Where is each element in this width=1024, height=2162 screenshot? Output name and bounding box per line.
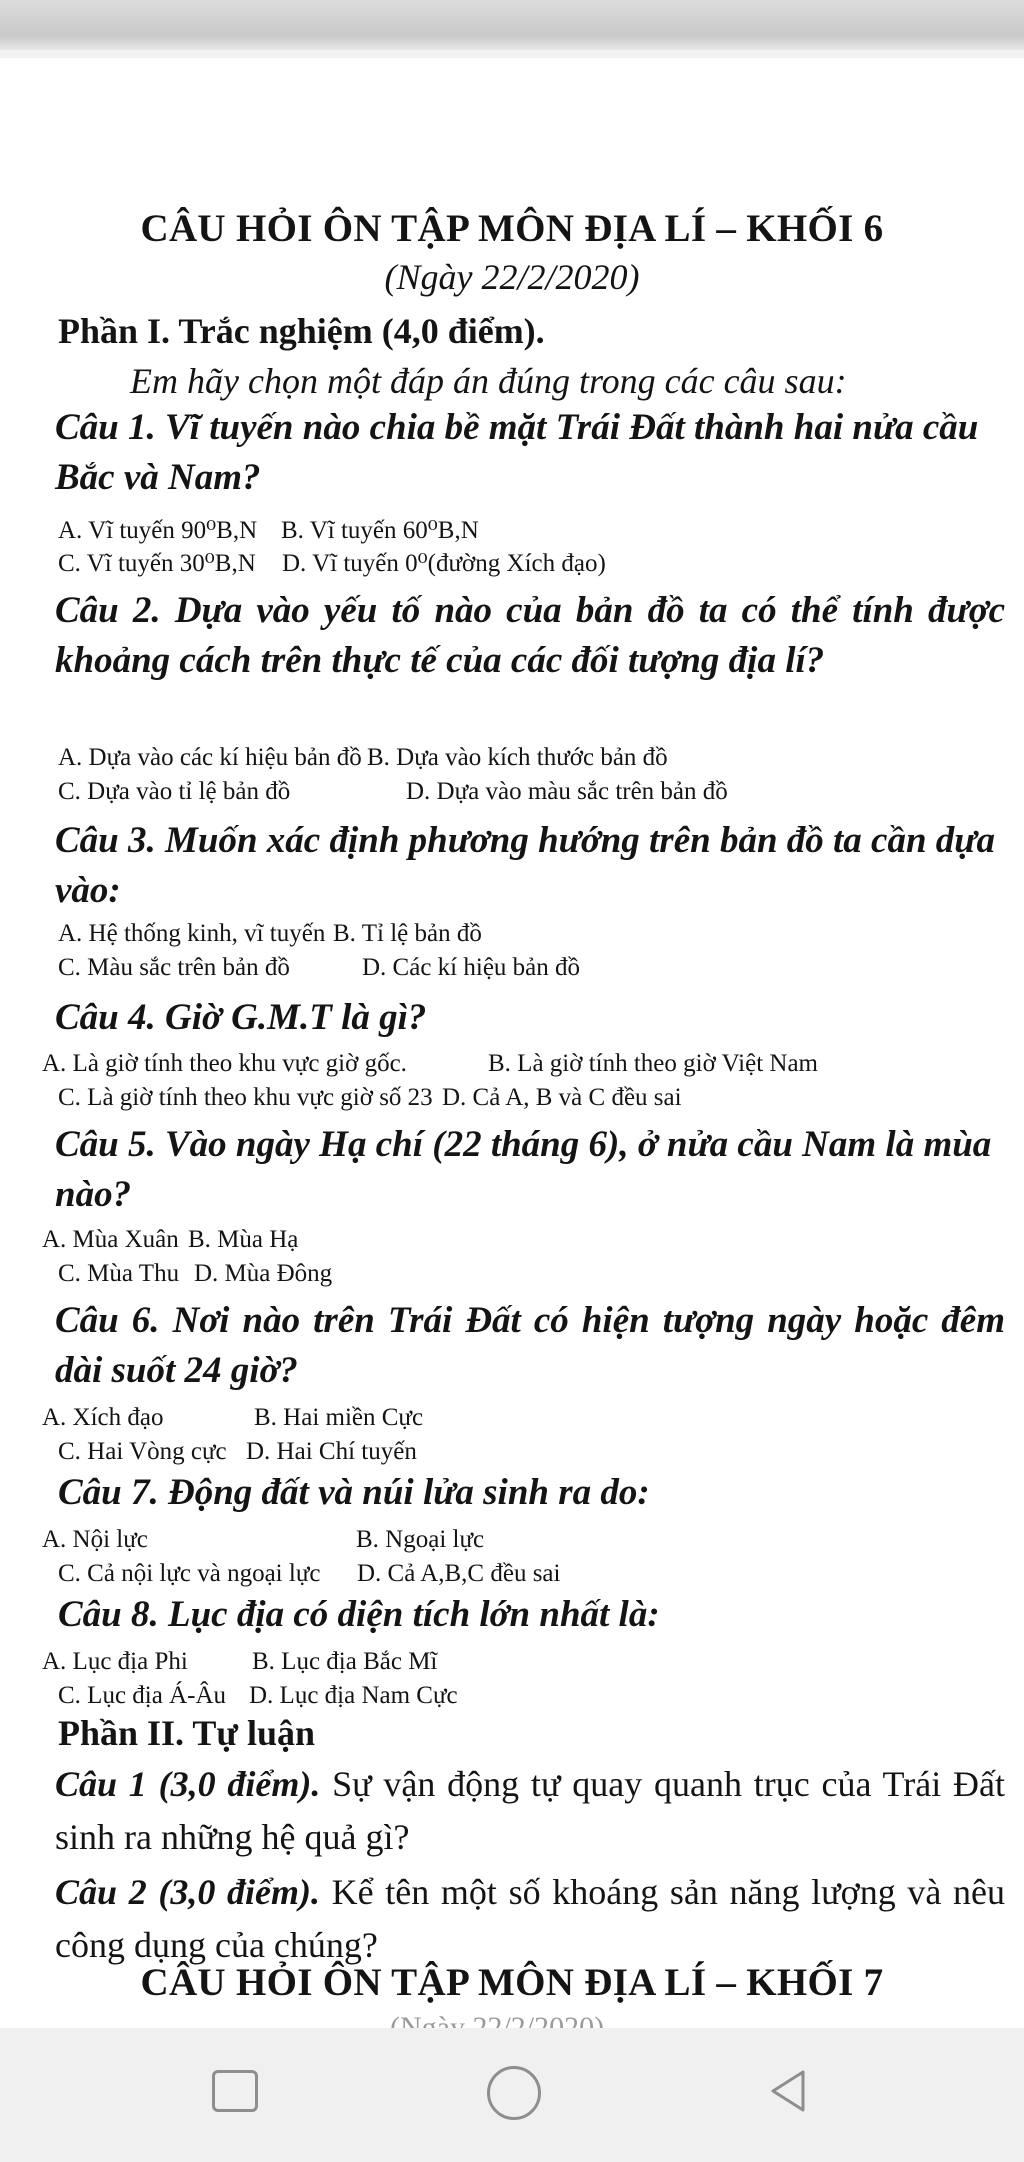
q7-option-d: D. Cả A,B,C đều sai: [357, 1560, 561, 1587]
q2-option-b: B. Dựa vào kích thước bản đồ: [367, 744, 668, 771]
q2-option-a: A. Dựa vào các kí hiệu bản đồ: [58, 744, 362, 771]
q5-option-b: B. Mùa Hạ: [188, 1226, 299, 1253]
q8-option-b: B. Lục địa Bắc Mĩ: [252, 1648, 438, 1675]
part1-heading: Phần I. Trắc nghiệm (4,0 điểm).: [58, 311, 545, 351]
next-section-date-cutoff: [390, 2014, 604, 2028]
q1-option-c: C. Vĩ tuyến 30⁰B,N: [58, 550, 256, 577]
q3-option-b: B. Tỉ lệ bản đồ: [333, 920, 482, 947]
q5-option-d: D. Mùa Đông: [194, 1260, 333, 1287]
document-date: (Ngày 22/2/2020): [384, 257, 640, 297]
question-3: Câu 3. Muốn xác định phương hướng trên bản đồ ta cần dựa vào:: [55, 820, 995, 911]
q4-option-d: D. Cả A, B và C đều sai: [442, 1084, 682, 1111]
triangle-back-icon[interactable]: [763, 2066, 813, 2116]
q7-option-a: A. Nội lực: [42, 1526, 148, 1553]
q1-option-a: A. Vĩ tuyến 90⁰B,N: [58, 517, 258, 544]
circle-icon[interactable]: [487, 2066, 541, 2120]
q7-option-b: B. Ngoại lực: [356, 1526, 485, 1553]
essay-2-lead: Câu 2 (3,0 điểm).: [55, 1872, 320, 1912]
viewer-top-bar: [0, 0, 1024, 50]
question-6: Câu 6. Nơi nào trên Trái Đất có hiện tượng ngày hoặc đêm dài suốt 24 giờ?: [55, 1300, 1005, 1391]
essay-2-text: Kể tên một số khoáng sản năng lượng và nêu công dụng của chúng?: [55, 1872, 1005, 1965]
essay-1-text: Sự vận động tự quay quanh trục của Trái Đất sinh ra những hệ quả gì?: [55, 1764, 1005, 1857]
q8-option-d: D. Lục địa Nam Cực: [249, 1682, 458, 1709]
q2-option-d: D. Dựa vào màu sắc trên bản đồ: [406, 778, 728, 805]
q2-option-c: C. Dựa vào tỉ lệ bản đồ: [58, 778, 291, 805]
q3-option-c: C. Màu sắc trên bản đồ: [58, 954, 290, 981]
question-2: Câu 2. Dựa vào yếu tố nào của bản đồ ta có thể tính được khoảng cách trên thực tế của các đối tượng địa lí?: [55, 590, 1005, 681]
instruction: Em hãy chọn một đáp án đúng trong các câu sau:: [130, 361, 847, 401]
q4-option-c: C. Là giờ tính theo khu vực giờ số 23: [58, 1084, 433, 1111]
q6-option-a: A. Xích đạo: [42, 1404, 164, 1431]
q1-option-b: B. Vĩ tuyến 60⁰B,N: [281, 517, 479, 544]
question-4: Câu 4. Giờ G.M.T là gì?: [55, 997, 427, 1038]
q5-option-a: A. Mùa Xuân: [42, 1226, 179, 1253]
question-8: Câu 8. Lục địa có diện tích lớn nhất là:: [58, 1594, 660, 1635]
q6-option-c: C. Hai Vòng cực: [58, 1438, 227, 1465]
q8-option-c: C. Lục địa Á-Âu: [58, 1682, 227, 1709]
q4-option-b: B. Là giờ tính theo giờ Việt Nam: [488, 1050, 818, 1077]
question-5: Câu 5. Vào ngày Hạ chí (22 tháng 6), ở nửa cầu Nam là mùa nào?: [55, 1124, 992, 1215]
q5-option-c: C. Mùa Thu: [58, 1260, 180, 1287]
question-1: Câu 1. Vĩ tuyến nào chia bề mặt Trái Đất thành hai nửa cầu Bắc và Nam?: [55, 407, 979, 498]
q3-option-a: A. Hệ thống kinh, vĩ tuyến: [58, 920, 326, 947]
q1-option-d: D. Vĩ tuyến 0⁰(đường Xích đạo): [282, 550, 606, 577]
document-title: CÂU HỎI ÔN TẬP MÔN ĐỊA LÍ – KHỐI 6: [140, 207, 884, 250]
q6-option-d: D. Hai Chí tuyến: [246, 1438, 417, 1465]
essay-question-1: [55, 1758, 1005, 1864]
essay-1-lead: Câu 1 (3,0 điểm).: [55, 1764, 321, 1804]
q7-option-c: C. Cả nội lực và ngoại lực: [58, 1560, 321, 1587]
question-7: Câu 7. Động đất và núi lửa sinh ra do:: [58, 1472, 650, 1513]
next-section-title: CÂU HỎI ÔN TẬP MÔN ĐỊA LÍ – KHỐI 7: [140, 1961, 884, 2004]
essay-question-2: [55, 1866, 1005, 1972]
q4-option-a: A. Là giờ tính theo khu vực giờ gốc.: [42, 1050, 407, 1077]
q6-option-b: B. Hai miền Cực: [254, 1404, 424, 1431]
square-icon[interactable]: [212, 2070, 258, 2112]
q8-option-a: A. Lục địa Phi: [42, 1648, 188, 1675]
part2-heading: Phần II. Tự luận: [58, 1713, 316, 1753]
android-nav-bar: [0, 2028, 1024, 2162]
q3-option-d: D. Các kí hiệu bản đồ: [362, 954, 581, 981]
